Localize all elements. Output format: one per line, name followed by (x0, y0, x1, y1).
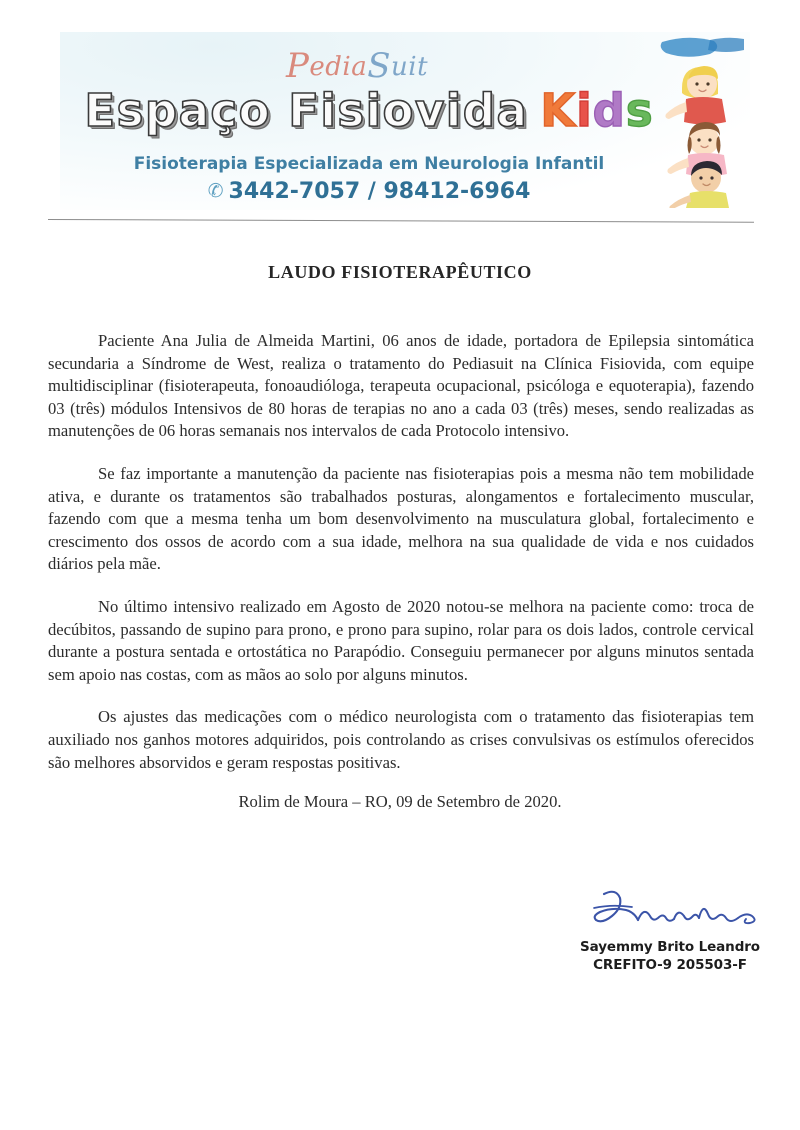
header-divider (48, 219, 754, 223)
pediasuit-logo (60, 46, 654, 86)
report-body (48, 330, 754, 794)
brand-name-kids (540, 84, 653, 137)
paragraph: Os ajustes das medicações com o médico neurologista com o tratamento das fisioterapias tem auxiliado nos ganhos motores adquiridos, pois controlando as crises convulsivas os estímulos oferecidos são melhores absorvidos e geram respostas positivas. (48, 707, 754, 772)
pediasuit-text-pedia: edia (309, 52, 368, 82)
kids-letter-d: d (592, 84, 626, 137)
paragraph: No último intensivo realizado em Agosto de 2020 notou-se melhora na paciente como: troca de decúbitos, passando de supino para prono, e prono para supino, rolar para os dois lados, controle cervical durante a postura sentada e ortostática no Parapódio. Conseguiu permanecer por alguns minutos sentada sem apoio nas costas, com as mãos ao solo por alguns minutos. (48, 596, 754, 684)
paragraph: Se faz importante a manutenção da paciente nas fisioterapias pois a mesma não tem mobilidade ativa, e durante os tratamentos são trabalhados posturas, alongamentos e fortalecimento muscular, fazendo com que a mesma tenha um bom desenvolvimento na musculatura global, fortalecimento e crescimento dos ossos de acordo com a sua idade, melhora na sua qualidade de vida e nos cuidados diários pela mãe. (48, 463, 754, 574)
kids-letter-s: s (625, 84, 654, 137)
pediasuit-text-suit: uit (391, 52, 429, 82)
page-title: LAUDO FISIOTERAPÊUTICO (268, 262, 532, 282)
pediasuit-cap-s: S (367, 46, 392, 86)
handwritten-signature (560, 886, 780, 938)
paragraph: Paciente Ana Julia de Almeida Martini, 06 anos de idade, portadora de Epilepsia sintomática secundaria a Síndrome de West, realiza o tratamento do Pediasuit na Clínica Fisiovida, com equipe multidisciplinar (fisioterapeuta, fonoaudióloga, terapeuta ocupacional, psicóloga e equoterapia), fazendo 03 (três) módulos Intensivos de 80 horas de terapias no ano a cada 03 (três) meses, sendo realizadas as manutenções de 06 horas semanais nos intervalos de cada Protocolo intensivo. (48, 331, 754, 441)
children-illustration (652, 36, 744, 208)
place-and-date: Rolim de Moura – RO, 09 de Setembro de 2020. (238, 792, 562, 811)
phone-icon: ✆ (207, 180, 224, 202)
child-blonde (665, 66, 726, 125)
phone-numbers: 3442-7057 / 98412-6964 (228, 179, 531, 204)
brand-name-main: Espaço Fisiovida (84, 84, 529, 137)
kids-letter-i: i (576, 84, 593, 137)
signatory-name: Sayemmy Brito Leandro (580, 939, 760, 955)
kids-letter-k: K (540, 84, 577, 137)
pediasuit-cap-p: P (285, 46, 310, 86)
brand-subtitle: Fisioterapia Especializada em Neurologia Infantil (133, 154, 605, 174)
brand-title (74, 84, 664, 137)
signatory-registration: CREFITO-9 205503-F (593, 957, 747, 973)
signature-block (560, 886, 780, 974)
contact-phone (74, 179, 664, 204)
letterhead-banner (60, 32, 750, 210)
